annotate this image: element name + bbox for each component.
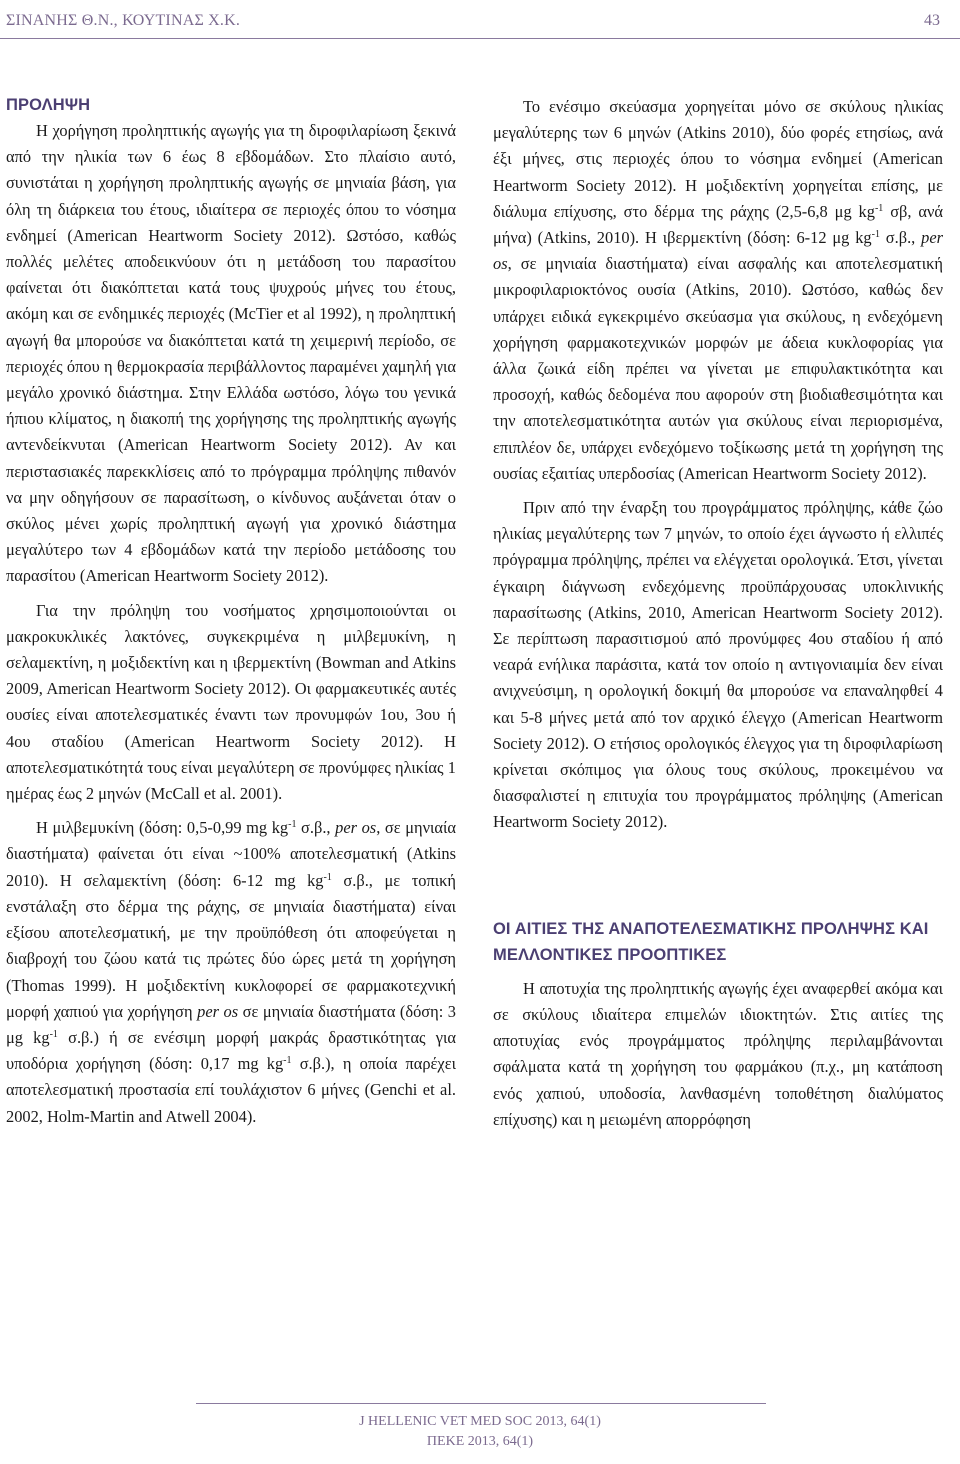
text-run: Η μιλβεμυκίνη (δόση: 0,5-0,99 mg kg [36,818,289,838]
paragraph: Η αποτυχία της προληπτικής αγωγής έχει αναφερθεί ακόμα και σε σκύλους ιδιαίτερα επιμελών ιδιοκτητών. Στις αιτίες της αποτυχίας ενός προγράμματος πρόληψης περιλαμβάνονται σφάλματα κατά τη χορήγηση του φαρμάκου (π.χ., μη κατάποση ενός χαπιού, υποδοσία, λανθασμένη τοποθέτηση διαλύματος επίχυσης) και η μειωμένη απορρόφηση [493,978,943,1129]
header-divider [0,38,960,39]
superscript: -1 [871,229,880,241]
superscript: -1 [283,1055,292,1067]
paragraph: Πριν από την έναρξη του προγράμματος πρόληψης, κάθε ζώο ηλικίας μεγαλύτερης των 7 μηνών, το οποίο έχει άγνωστο ή ελλιπές πρόγραμμα πρόληψης, πρέπει να ελέγχεται ορολογικά. Έτσι, γίνεται έγκαιρη διάγνωση ενδεχόμενης προϋπάρχουσας υποκλινικής παρασίτωσης (Atkins, 2010, American Heartworm Society 2012). Σε περίπτωση παρασιτισμού από προνύμφες 4ου σταδίου ή από νεαρά ενήλικα παράσιτα, κατά τον οποίο η αντιγονιαιμία δεν είναι ανιχνεύσιμη, η ορολογική δοκιμή θα μπορούσε να επαναληφθεί 4 και 5-8 μήνες μετά από τον αρχικό έλεγχο (American Heartworm Society 2012). Ο ετήσιος ορολογικός έλεγχος για τη διροφιλαρίωση κρίνεται σκόπιμος για όλους τους σκύλους, προκειμένου να διασφαλιστεί η επιτυχία του προγράμματος πρόληψης (American Heartworm Society 2012). [493,498,943,832]
paragraph [6,815,456,1129]
text-run: σ.β.), η οποία παρέχει αποτελεσματική προστασία επί τουλάχιστον 6 μήνες (Genchi et al. 2002, Holm-Martin and Atwell 2004). [6,1054,457,1126]
text-run: σβ, ανά μήνα) (Atkins, 2010). Η ιβερμεκτίνη (δόση: 6-12 μg kg [493,201,943,248]
text-run: σε μηνιαία διαστήματα (δόση: 3 μg kg [6,1001,456,1047]
left-column [6,92,456,1130]
text-run: σ.β., [296,818,336,838]
superscript: -1 [49,1028,58,1040]
paragraph [493,94,943,487]
text-run: , σε μηνιαία διαστήματα) είναι ασφαλής και αποτελεσματική μικροφιλαριοκτόνος ουσία (Atkins, 2010). Ωστόσο, καθώς δεν υπάρχει ειδικά εγκεκριμένο σκεύασμα για σκύλους, η ενδεχόμενη χορήγηση φαρμακοτεχνικών μορφών με άδεια κυκλοφορίας για άλλα ζωικά είδη πρέπει να γίνεται με επιφυλακτικότητα και προσοχή, καθώς δεδομένα που αφορούν στη βιοδιαθεσιμότητα και την αποτελεσματικότητα αυτών για σκύλους είναι περιορισμένα, επιπλέον δε, υπάρχει ενδεχόμενο τοξίκωσης μετά τη χορήγηση της ουσίας εξαιτίας υπερδοσίας (American Heartworm Society 2012). [493,254,943,483]
superscript: -1 [323,871,332,883]
footer-journal: J HELLENIC VET MED SOC 2013, 64(1) [359,1414,601,1429]
italic-term: per os [197,1001,239,1021]
paragraph: Η χορήγηση προληπτικής αγωγής για τη διροφιλαρίωση ξεκινά από την ηλικία των 6 έως 8 εβδομάδων. Στο πλαίσιο αυτό, συνιστάται η χορήγηση προληπτικής αγωγής σε μηνιαία βάση, για όλη τη διάρκεια του έτους, ιδιαίτερα σε περιοχές όπου το νόσημα ενδημεί (American Heartworm Society 2012). Ωστόσο, καθώς πολλές μελέτες αποδεικνύουν ότι η μετάδοση του παρασίτου φαίνεται ότι διακόπτεται κατά τους ψυχρούς μήνες του έτους, ακόμη και σε ενδημικές περιοχές (McTier et al 1992), η προληπτική αγωγή θα μπορούσε να διακόπτεται κατά τη χειμερινή περίοδο, σε περιοχές όπου η θερμοκρασία περιβάλλοντος παραμένει χαμηλή για μεγάλο χρονικό διάστημα. Στην Ελλάδα ωστόσο, λόγω του γενικά ήπιου κλίματος, η διακοπή της χορήγησης της προληπτικής αγωγής αντενδείκνυται (American Heartworm Society 2012). Αν και περιστασιακές παρεκκλίσεις από το πρόγραμμα πρόληψης πιθανόν να μην οδηγήσουν σε παρασίτωση, ο κίνδυνος αυξάνεται όταν ο σκύλος μένει χωρίς προληπτική αγωγή για χρονικό διάστημα μεγαλύτερο των 4 εβδομάδων κατά την περίοδο μετάδοσης του παρασίτου (American Heartworm Society 2012). [6,121,456,586]
text-run: σ.β.) ή σε ενέσιμη μορφή μακράς δραστικότητας για υποδόρια χορήγηση (δόση: 0,17 mg kg [6,1027,456,1074]
footer-divider [196,1403,766,1404]
italic-term: per os [493,228,943,274]
text-run: Το ενέσιμο σκεύασμα χορηγείται μόνο σε σκύλους ηλικίας μεγαλύτερης των 6 μηνών (Atkins 2010), δύο φορές ετησίως, ανά έξι μήνες, στις περιοχές όπου το νόσημα ενδημεί (American Heartworm Society 2012). Η μοξιδεκτίνη χορηγείται επίσης, με διάλυμα επίχυσης, στο δέρμα της ράχης (2,5-6,8 μg kg [493,97,943,221]
section-heading-prolipsi: ΠΡΟΛΗΨΗ [6,96,91,114]
text-run: σ.β., [879,228,922,248]
page-number: 43 [924,12,940,29]
section-heading-causes: ΟΙ ΑΙΤΙΕΣ ΤΗΣ ΑΝΑΠΟΤΕΛΕΣΜΑΤΙΚΗΣ ΠΡΟΛΗΨΗΣ ΚΑΙ ΜΕΛΛΟΝΤΙΚΕΣ ΠΡΟΟΠΤΙΚΕΣ [493,919,929,964]
running-header-authors: ΣΙΝΑΝΗΣ Θ.Ν., ΚΟΥΤΙΝΑΣ Χ.Κ. [6,12,241,29]
text-run: , σε μηνιαία διαστήματα) φαίνεται ότι είναι ~100% αποτελεσματική (Atkins 2010). Η σελαμεκτίνη (δόση: 6-12 mg kg [6,818,456,890]
superscript: -1 [874,202,884,214]
paragraph: Για την πρόληψη του νοσήματος χρησιμοποιούνται οι μακροκυκλικές λακτόνες, συγκεκριμένα η μιλβεμυκίνη, η σελαμεκτίνη, η μοξιδεκτίνη και η ιβερμεκτίνη (Bowman and Atkins 2009, American Heartworm Society 2012). Οι φαρμακευτικές αυτές ουσίες είναι αποτελεσματικές έναντι των προνυμφών 1ου, 3ου ή 4ου σταδίου (American Heartworm Society 2012). Η αποτελεσματικότητά τους είναι μεγαλύτερη σε προνύμφες ηλικίας 1 ημέρας έως 2 μηνών (McCall et al. 2001). [6,600,456,804]
italic-term: per os [335,818,377,838]
superscript: -1 [288,819,297,831]
right-column [493,94,943,1133]
text-run: σ.β., με τοπική ενστάλαξη στο δέρμα της ράχης, σε μηνιαία διαστήματα) είναι εξίσου αποτελεσματική, με την προϋπόθεση ότι αποφεύγεται η διαβροχή του ζώου κατά τις πρώτες δύο ώρες μετά τη χορήγηση (Thomas 1999). Η μοξιδεκτίνη κυκλοφορεί σε φαρμακοτεχνική μορφή χαπιού για χορήγηση [6,870,456,1021]
footer-journal-greek: ΠΕΚΕ 2013, 64(1) [426,1434,534,1449]
